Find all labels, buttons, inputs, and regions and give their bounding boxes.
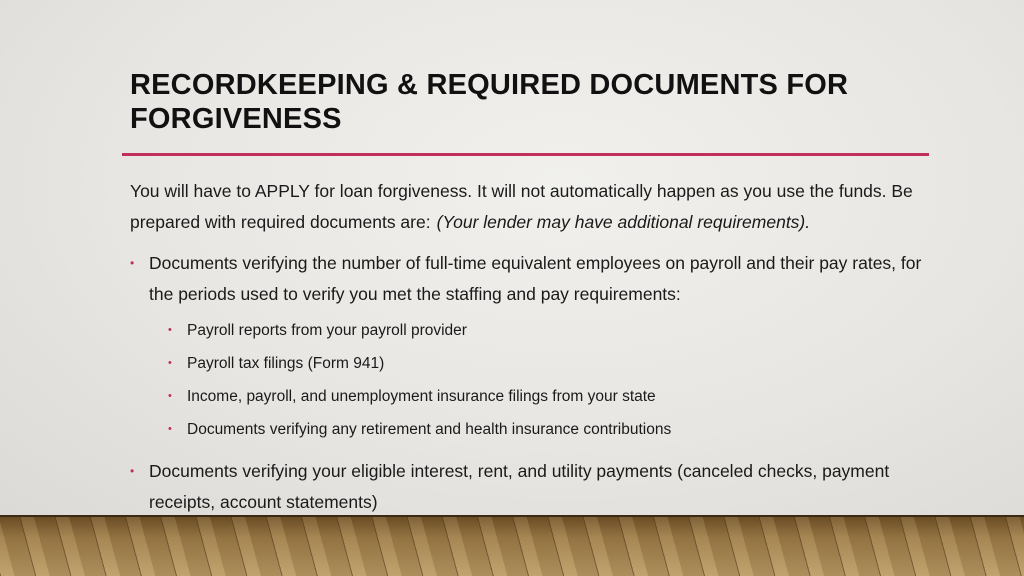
sub-bullet-item [168, 413, 950, 446]
bullet-dot-icon: • [168, 390, 172, 402]
bullet-list [130, 248, 950, 518]
sub-bullet-item [168, 380, 950, 413]
bullet-dot-icon: • [168, 357, 172, 369]
sub-bullet-list [168, 314, 950, 446]
title-divider [122, 153, 929, 156]
sub-bullet-item [168, 314, 950, 347]
bullet-dot-icon: • [168, 423, 172, 435]
intro-note: (Your lender may have additional requirements). [436, 212, 811, 232]
sub-bullet-text: Documents verifying any retirement and health insurance contributions [187, 421, 672, 438]
sub-bullet-text: Payroll tax filings (Form 941) [187, 355, 385, 372]
intro-text: You will have to APPLY for loan forgiveness. It will not automatically happen as you use the funds. Be prepared with required documents are: [130, 181, 913, 232]
sub-bullet-text: Payroll reports from your payroll provider [187, 322, 467, 339]
wood-floor-decoration [0, 515, 1024, 576]
intro-paragraph [130, 176, 960, 238]
sub-bullet-text: Income, payroll, and unemployment insurance filings from your state [187, 388, 656, 405]
sub-bullet-item [168, 347, 950, 380]
bullet-item [130, 456, 950, 518]
bullet-dot-icon: • [168, 324, 172, 336]
bullet-item [130, 248, 950, 310]
bullet-text: Documents verifying the number of full-time equivalent employees on payroll and their pay rates, for the periods used to verify you met the staffing and pay requirements: [149, 253, 922, 304]
bullet-dot-icon: • [130, 256, 135, 270]
bullet-text: Documents verifying your eligible interest, rent, and utility payments (canceled checks, payment receipts, account statements) [149, 461, 890, 512]
slide-title: RECORDKEEPING & REQUIRED DOCUMENTS FOR FORGIVENESS [130, 69, 849, 135]
bullet-dot-icon: • [130, 464, 135, 478]
